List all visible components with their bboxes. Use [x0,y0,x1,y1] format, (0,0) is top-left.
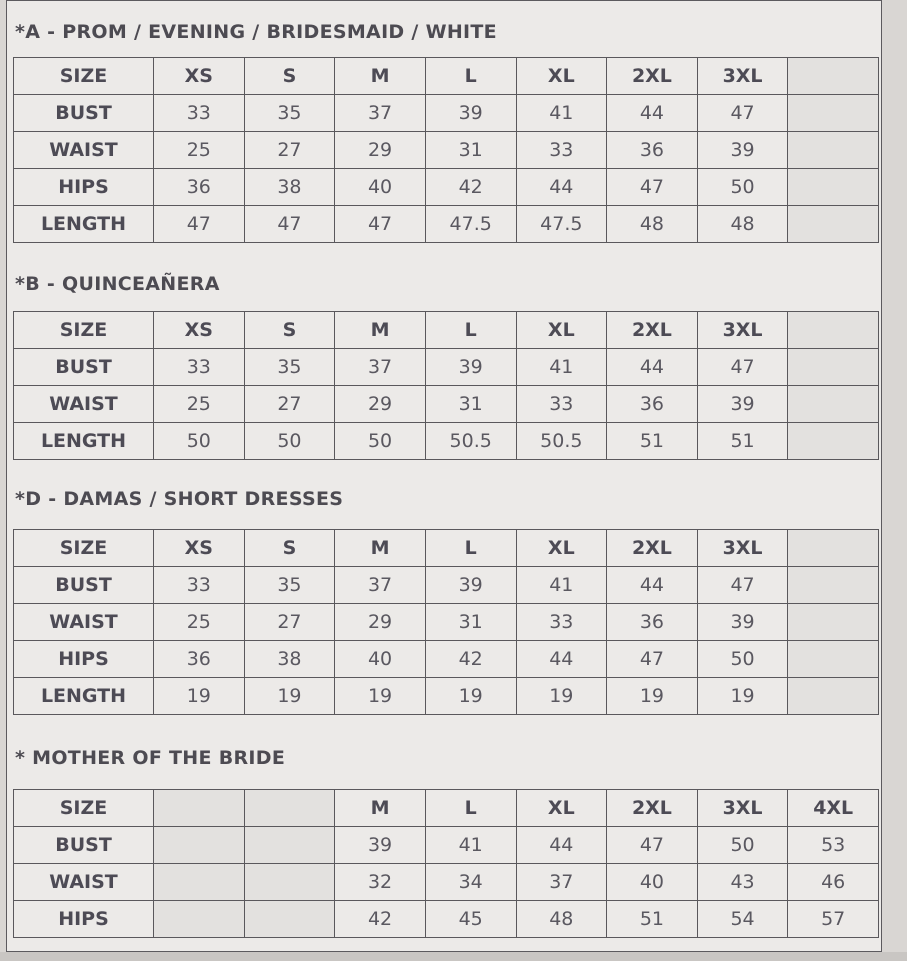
measurement-cell: 44 [516,827,607,864]
size-header-cell: S [244,530,335,567]
measurement-cell: 25 [154,604,245,641]
measurement-cell: 33 [516,132,607,169]
measurement-cell: 50 [154,423,245,460]
size-table-mother-of-bride [13,789,879,938]
size-header-cell: S [244,312,335,349]
table-row [14,864,879,901]
measurement-label: WAIST [14,864,154,901]
measurement-cell: 19 [335,678,426,715]
measurement-cell: 27 [244,132,335,169]
measurement-cell [788,604,879,641]
size-header-cell: M [335,530,426,567]
size-header-cell: XL [516,58,607,95]
measurement-cell [244,864,335,901]
size-header-cell: 2XL [607,530,698,567]
size-header-cell: XL [516,312,607,349]
table-header-row [14,312,879,349]
measurement-label: WAIST [14,604,154,641]
measurement-cell: 44 [607,349,698,386]
measurement-label: HIPS [14,169,154,206]
measurement-cell: 47 [607,169,698,206]
measurement-label: BUST [14,827,154,864]
measurement-cell: 51 [607,423,698,460]
measurement-cell: 39 [697,604,788,641]
measurement-cell: 36 [154,641,245,678]
measurement-cell: 41 [425,827,516,864]
section-title-mother-of-bride: * MOTHER OF THE BRIDE [15,747,286,769]
measurement-cell: 40 [335,169,426,206]
measurement-cell: 38 [244,641,335,678]
table-header-row [14,58,879,95]
table-row [14,386,879,423]
measurement-cell: 43 [697,864,788,901]
measurement-cell: 27 [244,386,335,423]
size-column-header: SIZE [14,790,154,827]
section-title-prom: *A - PROM / EVENING / BRIDESMAID / WHITE [15,21,497,43]
size-header-cell: XS [154,530,245,567]
measurement-cell: 34 [425,864,516,901]
measurement-label: LENGTH [14,423,154,460]
table-row [14,206,879,243]
measurement-cell [788,641,879,678]
size-header-cell: L [425,530,516,567]
measurement-cell [788,95,879,132]
measurement-cell: 39 [335,827,426,864]
measurement-cell [788,132,879,169]
measurement-cell: 37 [335,95,426,132]
size-header-cell: 4XL [788,790,879,827]
size-header-cell: M [335,58,426,95]
size-header-cell: 3XL [697,530,788,567]
measurement-cell: 47 [697,567,788,604]
table-row [14,604,879,641]
measurement-cell: 57 [788,901,879,938]
section-title-damas: *D - DAMAS / SHORT DRESSES [15,488,344,510]
size-table-damas [13,529,879,715]
measurement-cell: 50.5 [516,423,607,460]
size-column-header: SIZE [14,58,154,95]
measurement-label: BUST [14,95,154,132]
size-header-cell: 2XL [607,58,698,95]
size-header-cell: 3XL [697,58,788,95]
measurement-cell: 35 [244,349,335,386]
measurement-cell: 45 [425,901,516,938]
size-header-cell [244,790,335,827]
measurement-cell: 50.5 [425,423,516,460]
measurement-cell: 44 [607,567,698,604]
measurement-cell: 19 [697,678,788,715]
size-header-cell: XL [516,530,607,567]
measurement-cell: 33 [516,604,607,641]
measurement-cell: 37 [335,567,426,604]
size-header-cell: L [425,312,516,349]
measurement-cell: 33 [154,349,245,386]
table-row [14,678,879,715]
measurement-cell: 42 [335,901,426,938]
measurement-cell [154,864,245,901]
measurement-cell: 19 [244,678,335,715]
table-row [14,901,879,938]
measurement-cell: 19 [607,678,698,715]
measurement-label: BUST [14,349,154,386]
measurement-cell: 44 [516,641,607,678]
table-row [14,169,879,206]
size-header-cell [788,530,879,567]
measurement-label: HIPS [14,641,154,678]
size-header-cell: S [244,58,335,95]
measurement-cell: 42 [425,169,516,206]
measurement-cell: 36 [607,132,698,169]
measurement-cell: 50 [697,641,788,678]
measurement-cell: 41 [516,95,607,132]
measurement-cell: 47 [607,827,698,864]
size-header-cell: 2XL [607,312,698,349]
table-row [14,423,879,460]
measurement-cell: 47.5 [425,206,516,243]
size-column-header: SIZE [14,312,154,349]
measurement-cell: 41 [516,567,607,604]
measurement-cell: 48 [697,206,788,243]
table-header-row [14,530,879,567]
table-row [14,567,879,604]
measurement-cell: 25 [154,132,245,169]
measurement-cell: 38 [244,169,335,206]
measurement-cell: 47.5 [516,206,607,243]
measurement-cell: 54 [697,901,788,938]
background-edge [0,952,907,961]
measurement-cell: 29 [335,132,426,169]
table-row [14,95,879,132]
table-row [14,827,879,864]
measurement-cell: 47 [244,206,335,243]
size-header-cell: M [335,790,426,827]
measurement-cell: 50 [697,827,788,864]
measurement-cell: 47 [335,206,426,243]
measurement-cell: 27 [244,604,335,641]
measurement-cell: 46 [788,864,879,901]
measurement-cell [244,901,335,938]
measurement-cell: 19 [154,678,245,715]
size-header-cell [154,790,245,827]
table-header-row [14,790,879,827]
measurement-cell: 31 [425,132,516,169]
measurement-cell [154,901,245,938]
measurement-label: LENGTH [14,678,154,715]
measurement-cell: 50 [335,423,426,460]
measurement-cell [244,827,335,864]
measurement-cell [788,567,879,604]
measurement-cell: 47 [607,641,698,678]
measurement-cell: 37 [335,349,426,386]
measurement-cell: 39 [697,132,788,169]
size-header-cell: XL [516,790,607,827]
measurement-cell: 32 [335,864,426,901]
measurement-label: WAIST [14,132,154,169]
measurement-cell: 39 [425,567,516,604]
size-header-cell [788,58,879,95]
measurement-cell: 40 [335,641,426,678]
size-chart-sheet [6,0,882,952]
measurement-label: BUST [14,567,154,604]
measurement-cell: 51 [607,901,698,938]
measurement-cell: 29 [335,604,426,641]
measurement-cell: 31 [425,604,516,641]
measurement-cell: 33 [516,386,607,423]
measurement-label: WAIST [14,386,154,423]
measurement-cell [788,678,879,715]
measurement-cell [788,423,879,460]
measurement-cell: 19 [516,678,607,715]
size-header-cell: L [425,790,516,827]
table-row [14,349,879,386]
measurement-cell: 25 [154,386,245,423]
measurement-cell: 48 [607,206,698,243]
measurement-cell: 36 [607,604,698,641]
measurement-cell: 37 [516,864,607,901]
table-row [14,641,879,678]
measurement-cell: 44 [516,169,607,206]
measurement-label: LENGTH [14,206,154,243]
measurement-cell: 19 [425,678,516,715]
measurement-cell [154,827,245,864]
measurement-cell: 33 [154,567,245,604]
measurement-cell: 40 [607,864,698,901]
measurement-cell: 39 [425,95,516,132]
measurement-cell: 29 [335,386,426,423]
measurement-cell: 50 [244,423,335,460]
measurement-cell: 36 [154,169,245,206]
measurement-cell: 51 [697,423,788,460]
size-header-cell: XS [154,312,245,349]
measurement-cell: 39 [697,386,788,423]
measurement-cell [788,386,879,423]
measurement-cell: 44 [607,95,698,132]
size-header-cell [788,312,879,349]
table-row [14,132,879,169]
measurement-cell: 41 [516,349,607,386]
measurement-cell: 47 [697,349,788,386]
measurement-cell: 47 [154,206,245,243]
measurement-cell: 31 [425,386,516,423]
size-table-prom [13,57,879,243]
measurement-cell: 53 [788,827,879,864]
measurement-cell: 35 [244,95,335,132]
size-header-cell: 3XL [697,790,788,827]
measurement-cell [788,169,879,206]
measurement-label: HIPS [14,901,154,938]
size-header-cell: XS [154,58,245,95]
measurement-cell [788,206,879,243]
section-title-quinceanera: *B - QUINCEAÑERA [15,273,220,295]
size-header-cell: 2XL [607,790,698,827]
size-header-cell: M [335,312,426,349]
measurement-cell: 50 [697,169,788,206]
size-header-cell: L [425,58,516,95]
size-table-quinceanera [13,311,879,460]
measurement-cell: 33 [154,95,245,132]
measurement-cell [788,349,879,386]
measurement-cell: 42 [425,641,516,678]
size-column-header: SIZE [14,530,154,567]
measurement-cell: 36 [607,386,698,423]
measurement-cell: 47 [697,95,788,132]
measurement-cell: 48 [516,901,607,938]
measurement-cell: 39 [425,349,516,386]
size-header-cell: 3XL [697,312,788,349]
measurement-cell: 35 [244,567,335,604]
